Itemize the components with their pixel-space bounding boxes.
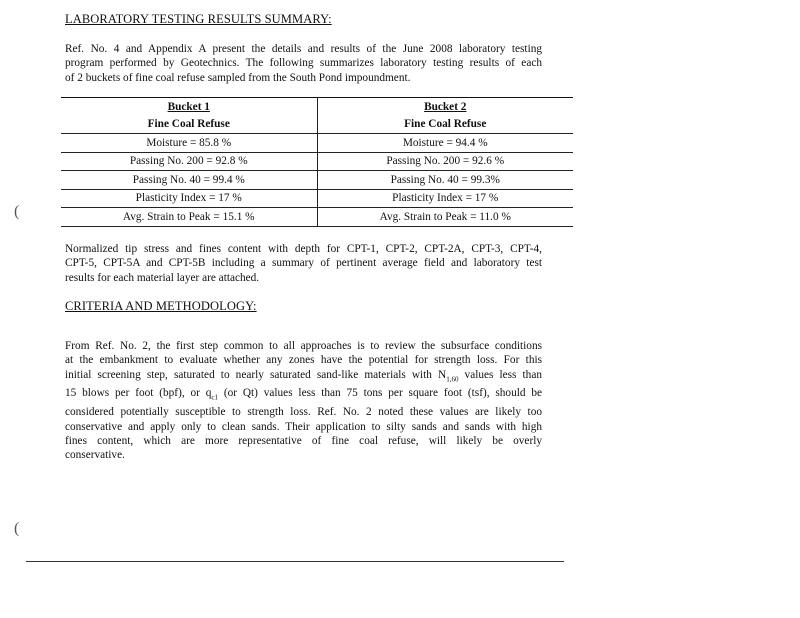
table-row	[61, 134, 573, 153]
criteria-text: 15 blows per foot (bpf), or q	[65, 387, 212, 400]
table-cell: Avg. Strain to Peak = 15.1 %	[61, 208, 317, 227]
criteria-line	[65, 386, 542, 405]
criteria-line: conservative and apply only to clean sands. Their application to silty sands and sands with high	[65, 420, 542, 433]
normalized-paragraph	[65, 242, 542, 285]
bucket-1-subheader: Fine Coal Refuse	[61, 116, 317, 134]
qc1-subscript: c1	[211, 393, 218, 402]
table-cell: Plasticity Index = 17 %	[61, 189, 317, 208]
table-cell: Passing No. 200 = 92.8 %	[61, 152, 317, 171]
intro-line: Ref. No. 4 and Appendix A present the details and results of the June 2008 laboratory testing	[65, 43, 542, 55]
lab-results-table	[61, 97, 573, 227]
criteria-line: at the embankment to evaluate whether any zones have the potential for strength loss. For this	[65, 354, 542, 367]
n160-subscript: 1,60	[446, 375, 459, 384]
heading-lab-results: LABORATORY TESTING RESULTS SUMMARY:	[65, 12, 332, 26]
intro-line: program performed by Geotechnics. The following summarizes laboratory testing results of each	[65, 57, 542, 70]
bucket-1-header: Bucket 1	[61, 98, 317, 116]
normalized-line: Normalized tip stress and fines content with depth for CPT-1, CPT-2, CPT-2A, CPT-3, CPT-4,	[65, 243, 542, 255]
criteria-text: values less than	[458, 368, 542, 381]
scan-bracket-mark: (	[14, 203, 20, 220]
table-row	[61, 171, 573, 190]
normalized-line: CPT-5, CPT-5A and CPT-5B including a summary of pertinent average field and laboratory test	[65, 257, 542, 270]
normalized-line: results for each material layer are attached.	[65, 271, 260, 284]
criteria-line: fines content, which are more representative of fine coal refuse, will likely be overly	[65, 434, 542, 447]
table-row	[61, 152, 573, 171]
criteria-text: (or Qt) values less than 75 tons per square foot (tsf), should be	[218, 387, 542, 400]
criteria-line	[65, 368, 542, 387]
table-cell: Avg. Strain to Peak = 11.0 %	[317, 208, 573, 227]
criteria-line: considered potentially susceptible to strength loss. Ref. No. 2 noted these values are likely too	[65, 406, 542, 419]
table-cell: Moisture = 85.8 %	[61, 134, 317, 153]
table-cell: Passing No. 40 = 99.4 %	[61, 171, 317, 190]
footer-rule	[26, 561, 564, 562]
criteria-line: conservative.	[65, 449, 125, 462]
heading-criteria: CRITERIA AND METHODOLOGY:	[65, 299, 257, 313]
table-subheader-row	[61, 116, 573, 134]
scan-bracket-mark: (	[14, 520, 20, 537]
table-header-row	[61, 98, 573, 116]
table-row	[61, 208, 573, 227]
criteria-line: From Ref. No. 2, the first step common to all approaches is to review the subsurface conditions	[65, 340, 542, 352]
bucket-2-subheader: Fine Coal Refuse	[317, 116, 573, 134]
table-cell: Passing No. 200 = 92.6 %	[317, 152, 573, 171]
intro-line: of 2 buckets of fine coal refuse sampled from the South Pond impoundment.	[65, 71, 411, 84]
bucket-2-header: Bucket 2	[317, 98, 573, 116]
table-cell: Moisture = 94.4 %	[317, 134, 573, 153]
criteria-text: initial screening step, saturated to nearly saturated sand-like materials with N	[65, 368, 447, 381]
table-row	[61, 189, 573, 208]
intro-paragraph	[65, 42, 542, 85]
criteria-paragraph	[65, 339, 542, 463]
table-cell: Plasticity Index = 17 %	[317, 189, 573, 208]
table-cell: Passing No. 40 = 99.3%	[317, 171, 573, 190]
